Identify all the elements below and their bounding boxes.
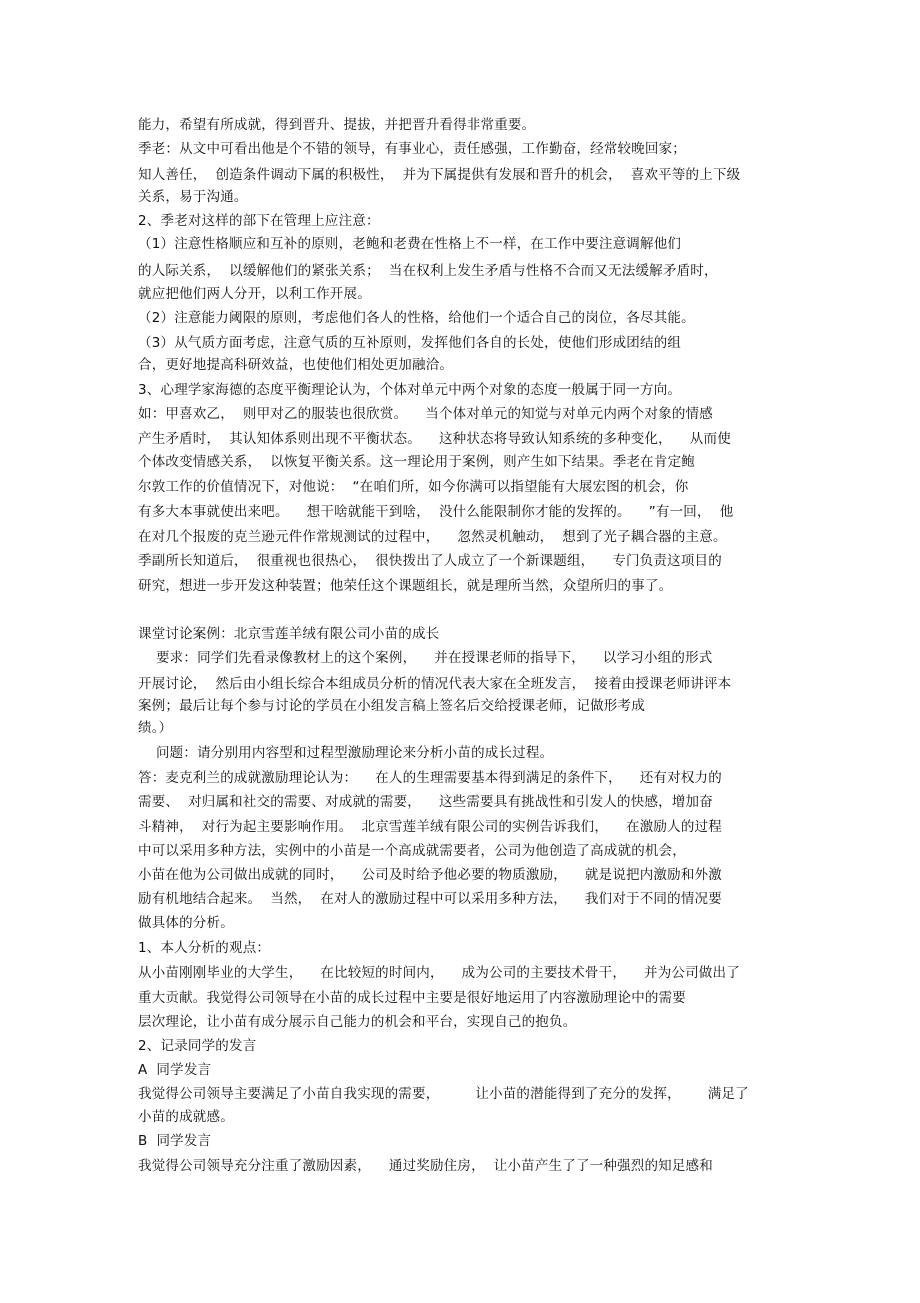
text-line: 从小苗刚刚毕业的大学生， 在比较短的时间内， 成为公司的主要技术骨干， 并为公司做出了 <box>138 965 740 981</box>
text-line: 做具体的分析。 <box>138 915 234 931</box>
text-line: 关系，易于沟通。 <box>138 189 248 205</box>
text-line: 尔敦工作的价值情况下，对他说： “在咱们所，如今你满可以指望能有大展宏图的机会，你 <box>138 479 689 495</box>
text-line: 案例；最后让每个参与讨论的学员在小组发言稿上签名后交给授课老师，记做形考成 <box>138 698 645 714</box>
text-line: 重大贡献。我觉得公司领导在小苗的成长过程中主要是很好地运用了内容激励理论中的需要 <box>138 990 686 1006</box>
text-line: 我觉得公司领导主要满足了小苗自我实现的需要， 让小苗的潜能得到了充分的发挥， 满足了 <box>138 1086 749 1102</box>
text-line: A 同学发言 <box>138 1062 212 1078</box>
text-line: 2、季老对这样的部下在管理上应注意： <box>138 213 380 229</box>
text-line: 问题：请分别用内容型和过程型激励理论来分析小苗的成长过程。 <box>138 745 554 761</box>
text-line: 开展讨论， 然后由小组长综合本组成员分析的情况代表大家在全班发言， 接着由授课老师讲评本 <box>138 676 732 692</box>
text-line: 小苗在他为公司做出成就的同时， 公司及时给予他必要的物质激励， 就是说把内激励和外激 <box>138 867 722 883</box>
text-line: 1、本人分析的观点： <box>138 940 271 956</box>
text-line: 绩。） <box>138 720 173 736</box>
text-line: （1）注意性格顺应和互补的原则，老鲍和老费在性格上不一样，在工作中要注意调解他们 <box>138 236 682 252</box>
text-line: 在对几个报废的克兰逊元件作常规测试的过程中， 忽然灵机触动， 想到了光子耦合器的主意。 <box>138 529 727 545</box>
text-line: 3、心理学家海德的态度平衡理论认为，个体对单元中两个对象的态度一般属于同一方向。 <box>138 382 682 398</box>
text-line: B 同学发言 <box>138 1133 212 1149</box>
text-line: 层次理论，让小苗有成分展示自己能力的机会和平台，实现自己的抱负。 <box>138 1014 577 1030</box>
text-line: 斗精神， 对行为起主要影响作用。 北京雪莲羊绒有限公司的实例告诉我们， 在激励人的过程 <box>138 819 722 835</box>
text-line: 课堂讨论案例：北京雪莲羊绒有限公司小苗的成长 <box>138 626 440 642</box>
text-line: 我觉得公司领导充分注重了激励因素， 通过奖励住房， 让小苗产生了了一种强烈的知足感和 <box>138 1158 713 1174</box>
text-line: 能力，希望有所成就，得到晋升、提拔，并把晋升看得非常重要。 <box>138 117 536 133</box>
text-line: 季副所长知道后， 很重视也很热心， 很快拨出了人成立了一个新课题组， 专门负责这项目的 <box>138 553 722 569</box>
text-line: 合，更好地提高科研效益，也使他们相处更加融洽。 <box>138 357 454 373</box>
text-line: 答：麦克利兰的成就激励理论认为： 在人的生理需要基本得到满足的条件下， 还有对权力的 <box>138 770 722 786</box>
text-line: 小苗的成就感。 <box>138 1109 234 1125</box>
text-line: （3）从气质方面考虑，注意气质的互补原则，发挥他们各自的长处，使他们形成团结的组 <box>138 335 682 351</box>
text-line: 就应把他们两人分开，以利工作开展。 <box>138 286 371 302</box>
text-line: 如：甲喜欢乙， 则甲对乙的服装也很欣赏。 当个体对单元的知觉与对单元内两个对象的情感 <box>138 406 713 422</box>
text-line: 个体改变情感关系， 以恢复平衡关系。这一理论用于案例，则产生如下结果。季老在肯定鲍 <box>138 454 695 470</box>
text-line: 季老：从文中可看出他是个不错的领导，有事业心，责任感强，工作勤奋，经常较晚回家； <box>138 141 686 157</box>
text-line: 研究，想进一步开发这种装置；他荣任这个课题组长，就是理所当然，众望所归的事了。 <box>138 578 673 594</box>
text-line: 励有机地结合起来。 当然， 在对人的激励过程中可以采用多种方法， 我们对于不同的情况要 <box>138 891 722 907</box>
text-line: 中可以采用多种方法，实例中的小苗是一个高成就需要者，公司为他创造了高成就的机会， <box>138 843 686 859</box>
text-line: 有多大本事就使出来吧。 想干啥就能干到啥， 没什么能限制你才能的发挥的。 ”有一回， 他 <box>138 504 734 520</box>
text-line: 产生矛盾时， 其认知体系则出现不平衡状态。 这种状态将导致认知系统的多种变化， 从而使 <box>138 431 731 447</box>
text-line: 知人善任， 创造条件调动下属的积极性， 并为下属提供有发展和晋升的机会， 喜欢平等的上下级 <box>138 167 741 183</box>
text-line: 的人际关系， 以缓解他们的紧张关系； 当在权利上发生矛盾与性格不合而又无法缓解矛盾时， <box>138 263 718 279</box>
text-line: 需要、 对归属和社交的需要、对成就的需要， 这些需要具有挑战性和引发人的快感，增加奋 <box>138 794 713 810</box>
text-line: 2、记录同学的发言 <box>138 1038 257 1054</box>
text-line: 要求：同学们先看录像教材上的这个案例， 并在授课老师的指导下， 以学习小组的形式 <box>138 650 713 666</box>
text-line: （2）注意能力阈限的原则，考虑他们各人的性格，给他们一个适合自己的岗位，各尽其能。 <box>138 310 695 326</box>
